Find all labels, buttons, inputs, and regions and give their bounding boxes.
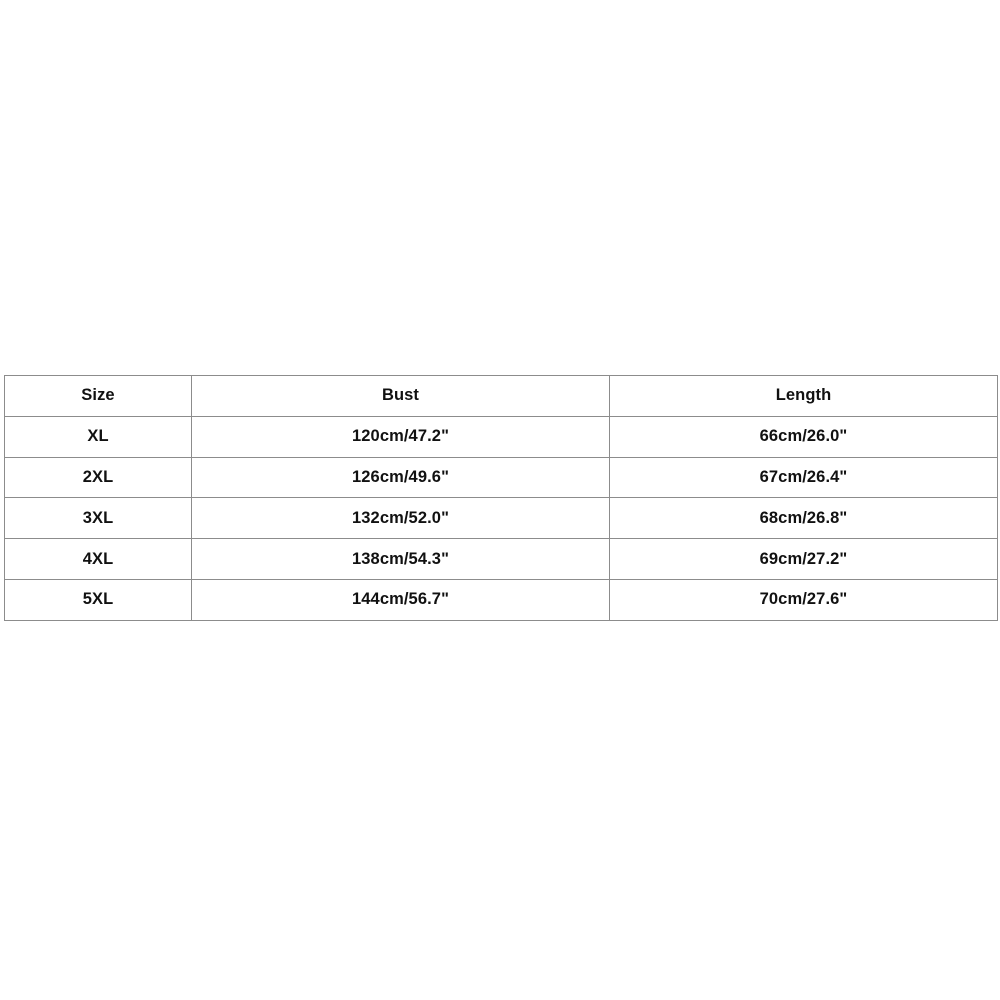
- bust-cell: 120cm/47.2": [192, 416, 610, 457]
- size-chart-table: [4, 375, 998, 621]
- header-bust: Bust: [192, 376, 610, 417]
- size-cell: XL: [5, 416, 192, 457]
- bust-cell: 144cm/56.7": [192, 579, 610, 620]
- table-row: [5, 579, 998, 620]
- size-cell: 5XL: [5, 579, 192, 620]
- header-length: Length: [610, 376, 998, 417]
- size-cell: 4XL: [5, 539, 192, 580]
- bust-cell: 126cm/49.6": [192, 457, 610, 498]
- table-row: [5, 539, 998, 580]
- length-cell: 68cm/26.8": [610, 498, 998, 539]
- table-row: [5, 457, 998, 498]
- table-row: [5, 416, 998, 457]
- bust-cell: 138cm/54.3": [192, 539, 610, 580]
- length-cell: 70cm/27.6": [610, 579, 998, 620]
- header-size: Size: [5, 376, 192, 417]
- bust-cell: 132cm/52.0": [192, 498, 610, 539]
- length-cell: 67cm/26.4": [610, 457, 998, 498]
- length-cell: 69cm/27.2": [610, 539, 998, 580]
- length-cell: 66cm/26.0": [610, 416, 998, 457]
- table-row: [5, 498, 998, 539]
- table-header-row: [5, 376, 998, 417]
- size-cell: 3XL: [5, 498, 192, 539]
- size-cell: 2XL: [5, 457, 192, 498]
